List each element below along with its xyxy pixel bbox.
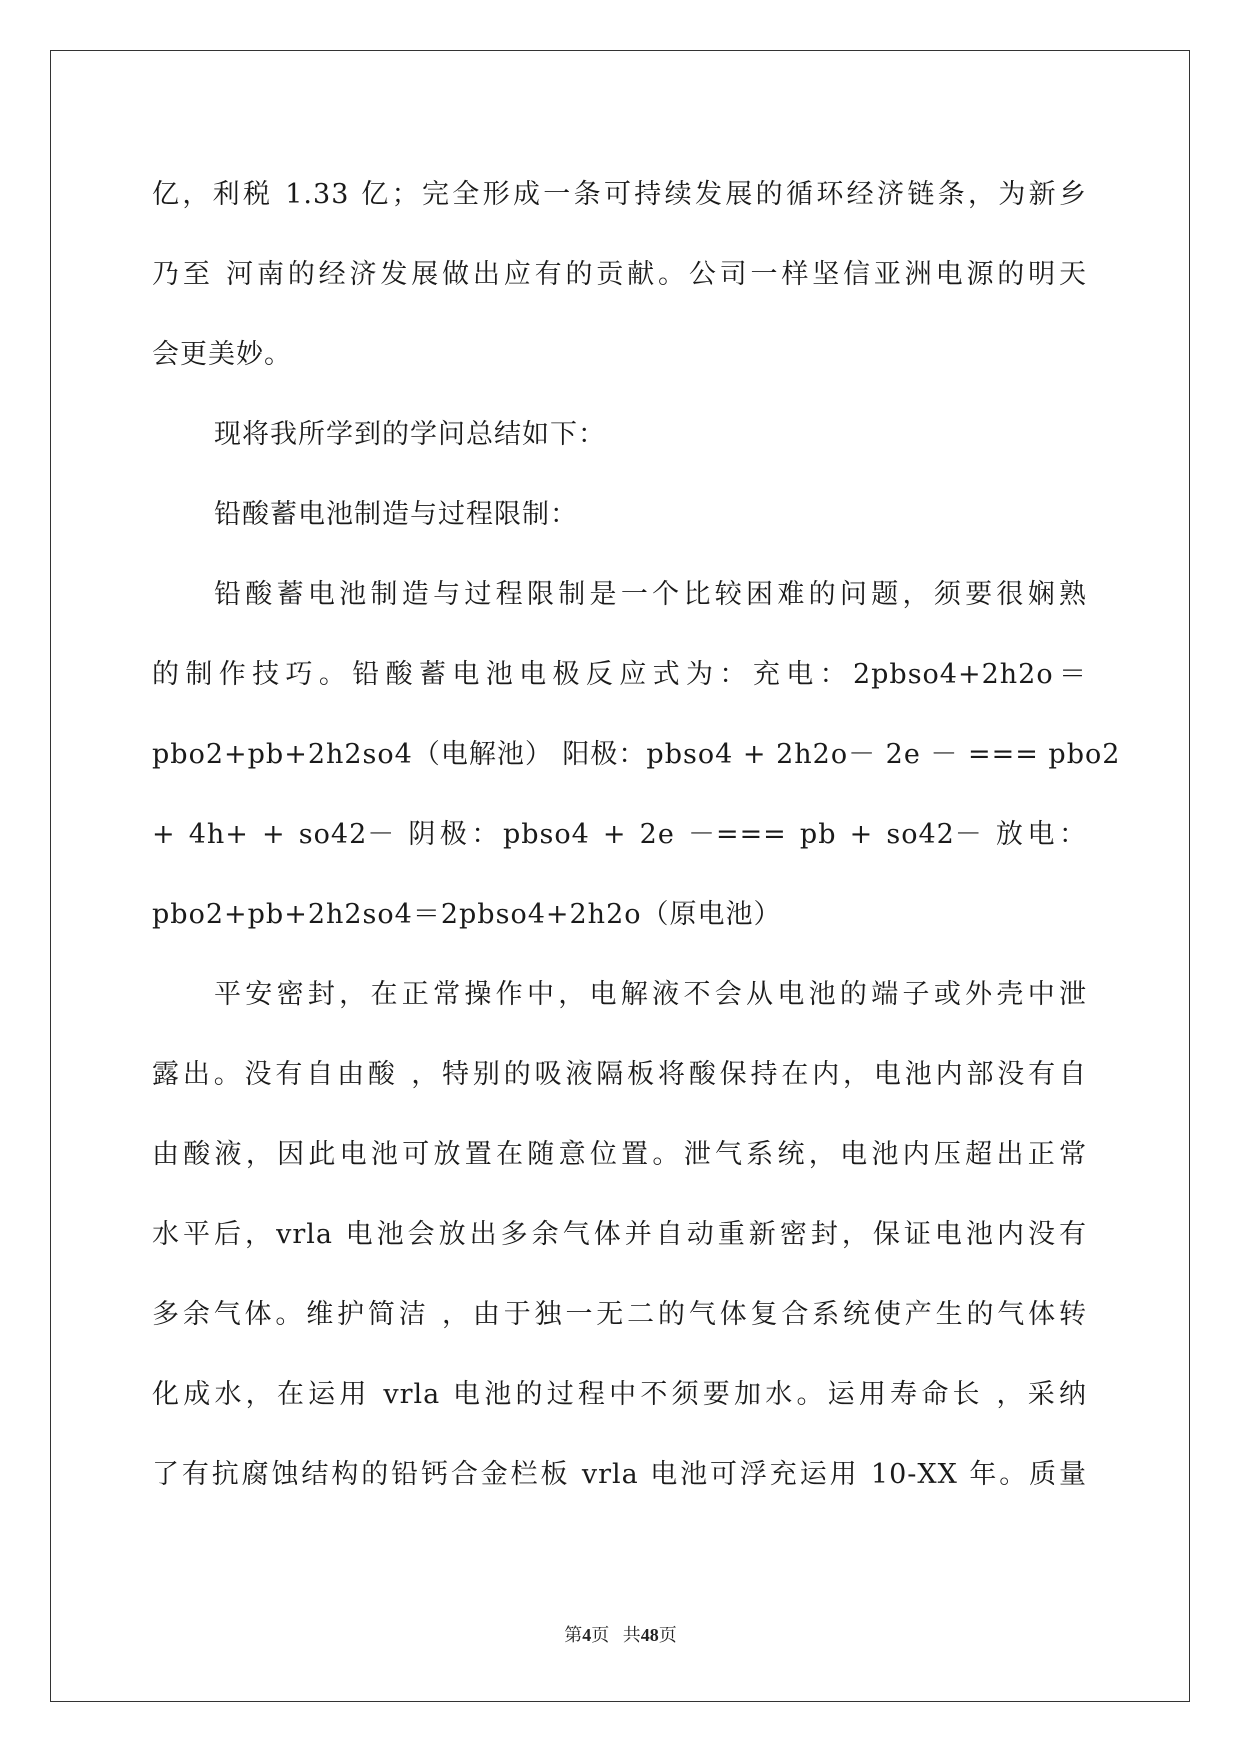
text-line: 由酸液，因此电池可放置在随意位置。泄气系统，电池内压超出正常 (152, 1139, 1087, 1170)
text-line: 水平后，vrla 电池会放出多余气体并自动重新密封，保证电池内没有 (152, 1219, 1087, 1250)
formula-line: pbo2+pb+2h2so4（电解池） 阳极：pbso4 + 2h2o－ 2e － === pbo2 (152, 739, 1121, 770)
current-page-number: 4 (582, 1625, 592, 1645)
paragraph-first-line: 现将我所学到的学问总结如下： (214, 419, 606, 450)
text-line: 乃至 河南的经济发展做出应有的贡献。公司一样坚信亚洲电源的明天 (152, 259, 1087, 290)
text-line: 露出。没有自由酸 ，特别的吸液隔板将酸保持在内，电池内部没有自 (152, 1059, 1087, 1090)
text-line: 亿，利税 1.33 亿；完全形成一条可持续发展的循环经济链条，为新乡 (152, 179, 1087, 210)
paragraph-first-line: 平安密封，在正常操作中，电解液不会从电池的端子或外壳中泄 (214, 979, 1087, 1010)
text-line: 了有抗腐蚀结构的铅钙合金栏板 vrla 电池可浮充运用 10-XX 年。质量 (152, 1459, 1087, 1490)
page-footer (0, 1623, 1241, 1647)
document-body (152, 155, 1121, 1515)
text-line: 会更美妙。 (152, 339, 292, 370)
paragraph-first-line: 铅酸蓄电池制造与过程限制是一个比较困难的问题，须要很娴熟 (214, 579, 1087, 610)
formula-line: pbo2+pb+2h2so4＝2pbso4+2h2o（原电池） (152, 899, 782, 930)
footer-total-prefix: 共 (622, 1625, 641, 1645)
formula-line: + 4h+ + so42－ 阴极：pbso4 + 2e －=== pb + so42－ 放电： (152, 819, 1087, 850)
footer-prefix: 第 (564, 1625, 583, 1645)
footer-page-suffix: 页 (591, 1625, 610, 1645)
text-line: 化成水，在运用 vrla 电池的过程中不须要加水。运用寿命长 ，采纳 (152, 1379, 1087, 1410)
total-page-count: 48 (640, 1625, 659, 1645)
footer-total-suffix: 页 (658, 1625, 677, 1645)
text-line: 多余气体。维护简洁 ，由于独一无二的气体复合系统使产生的气体转 (152, 1299, 1087, 1330)
text-line: 的制作技巧。铅酸蓄电池电极反应式为：充电：2pbso4+2h2o＝ (152, 659, 1087, 690)
section-heading: 铅酸蓄电池制造与过程限制： (214, 499, 578, 530)
